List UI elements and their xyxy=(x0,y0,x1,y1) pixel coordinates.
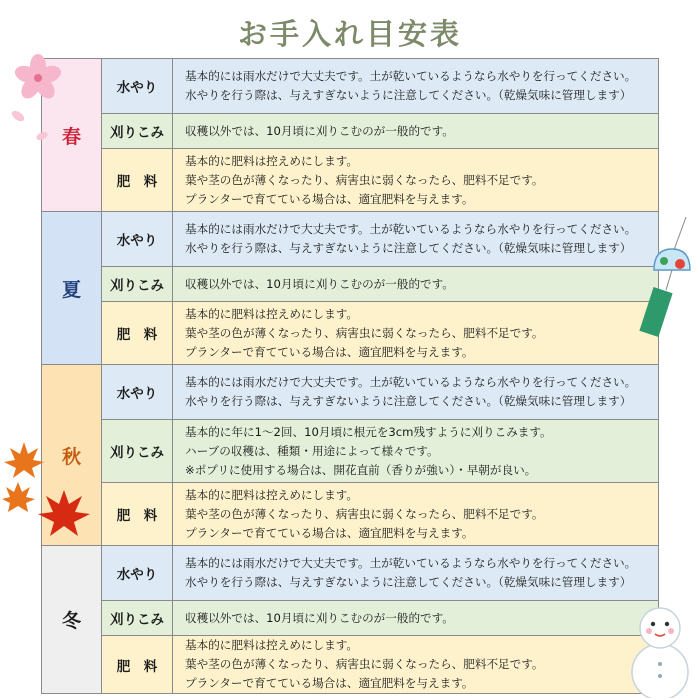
table-row xyxy=(42,546,659,601)
table-row xyxy=(42,114,659,149)
sakura-icon xyxy=(4,50,64,150)
snowman-icon xyxy=(620,598,700,698)
maple-leaf-icon xyxy=(2,440,92,540)
description-fertilizer: 基本的に肥料は控えめにします。 葉や茎の色が薄くなったり、病害虫に弱くなったら、肥料不足です。 プランターで育てている場合は、適宜肥料を与えます。 xyxy=(173,302,659,365)
table-row xyxy=(42,267,659,302)
season-spring: 春 xyxy=(42,59,102,212)
table-row xyxy=(42,59,659,114)
description-fertilizer: 基本的に肥料は控えめにします。 葉や茎の色が薄くなったり、病害虫に弱くなったら、肥料不足です。 プランターで育てている場合は、適宜肥料を与えます。 xyxy=(173,149,659,212)
category-fertilizer: 肥 料 xyxy=(102,149,173,212)
table-row xyxy=(42,420,659,483)
table-row xyxy=(42,365,659,420)
category-cut: 刈りこみ xyxy=(102,601,173,636)
table-row xyxy=(42,636,659,694)
category-cut: 刈りこみ xyxy=(102,114,173,149)
care-schedule-table xyxy=(41,58,659,694)
description-water: 基本的には雨水だけで大丈夫です。土が乾いているようなら水やりを行ってください。 水やりを行う際は、与えすぎないように注意してください。（乾燥気味に管理します） xyxy=(173,59,659,114)
description-cut: 基本的に年に1～2回、10月頃に根元を3cm残すように刈りこみます。 ハーブの収穫は、種類・用途によって様々です。 ※ポプリに使用する場合は、開花直前（香りが強い）・早朝が良い。 xyxy=(173,420,659,483)
description-fertilizer: 基本的に肥料は控えめにします。 葉や茎の色が薄くなったり、病害虫に弱くなったら、肥料不足です。 プランターで育てている場合は、適宜肥料を与えます。 xyxy=(173,636,659,694)
category-fertilizer: 肥 料 xyxy=(102,636,173,694)
table-row xyxy=(42,302,659,365)
category-water: 水やり xyxy=(102,59,173,114)
category-water: 水やり xyxy=(102,212,173,267)
table-row xyxy=(42,212,659,267)
season-autumn: 秋 xyxy=(42,365,102,546)
description-water: 基本的には雨水だけで大丈夫です。土が乾いているようなら水やりを行ってください。 水やりを行う際は、与えすぎないように注意してください。（乾燥気味に管理します） xyxy=(173,546,659,601)
description-water: 基本的には雨水だけで大丈夫です。土が乾いているようなら水やりを行ってください。 水やりを行う際は、与えすぎないように注意してください。（乾燥気味に管理します） xyxy=(173,365,659,420)
category-cut: 刈りこみ xyxy=(102,267,173,302)
description-fertilizer: 基本的に肥料は控えめにします。 葉や茎の色が薄くなったり、病害虫に弱くなったら、肥料不足です。 プランターで育てている場合は、適宜肥料を与えます。 xyxy=(173,483,659,546)
season-summer: 夏 xyxy=(42,212,102,365)
category-water: 水やり xyxy=(102,365,173,420)
category-fertilizer: 肥 料 xyxy=(102,483,173,546)
wind-chime-icon xyxy=(628,215,698,345)
table-row xyxy=(42,149,659,212)
category-water: 水やり xyxy=(102,546,173,601)
table-row xyxy=(42,601,659,636)
category-cut: 刈りこみ xyxy=(102,420,173,483)
description-cut: 収穫以外では、10月頃に刈りこむのが一般的です。 xyxy=(173,267,659,302)
page-title: お手入れ目安表 xyxy=(237,17,462,51)
description-cut: 収穫以外では、10月頃に刈りこむのが一般的です。 xyxy=(173,114,659,149)
description-water: 基本的には雨水だけで大丈夫です。土が乾いているようなら水やりを行ってください。 水やりを行う際は、与えすぎないように注意してください。（乾燥気味に管理します） xyxy=(173,212,659,267)
season-winter: 冬 xyxy=(42,546,102,694)
category-fertilizer: 肥 料 xyxy=(102,302,173,365)
description-cut: 収穫以外では、10月頃に刈りこむのが一般的です。 xyxy=(173,601,659,636)
table-row xyxy=(42,483,659,546)
